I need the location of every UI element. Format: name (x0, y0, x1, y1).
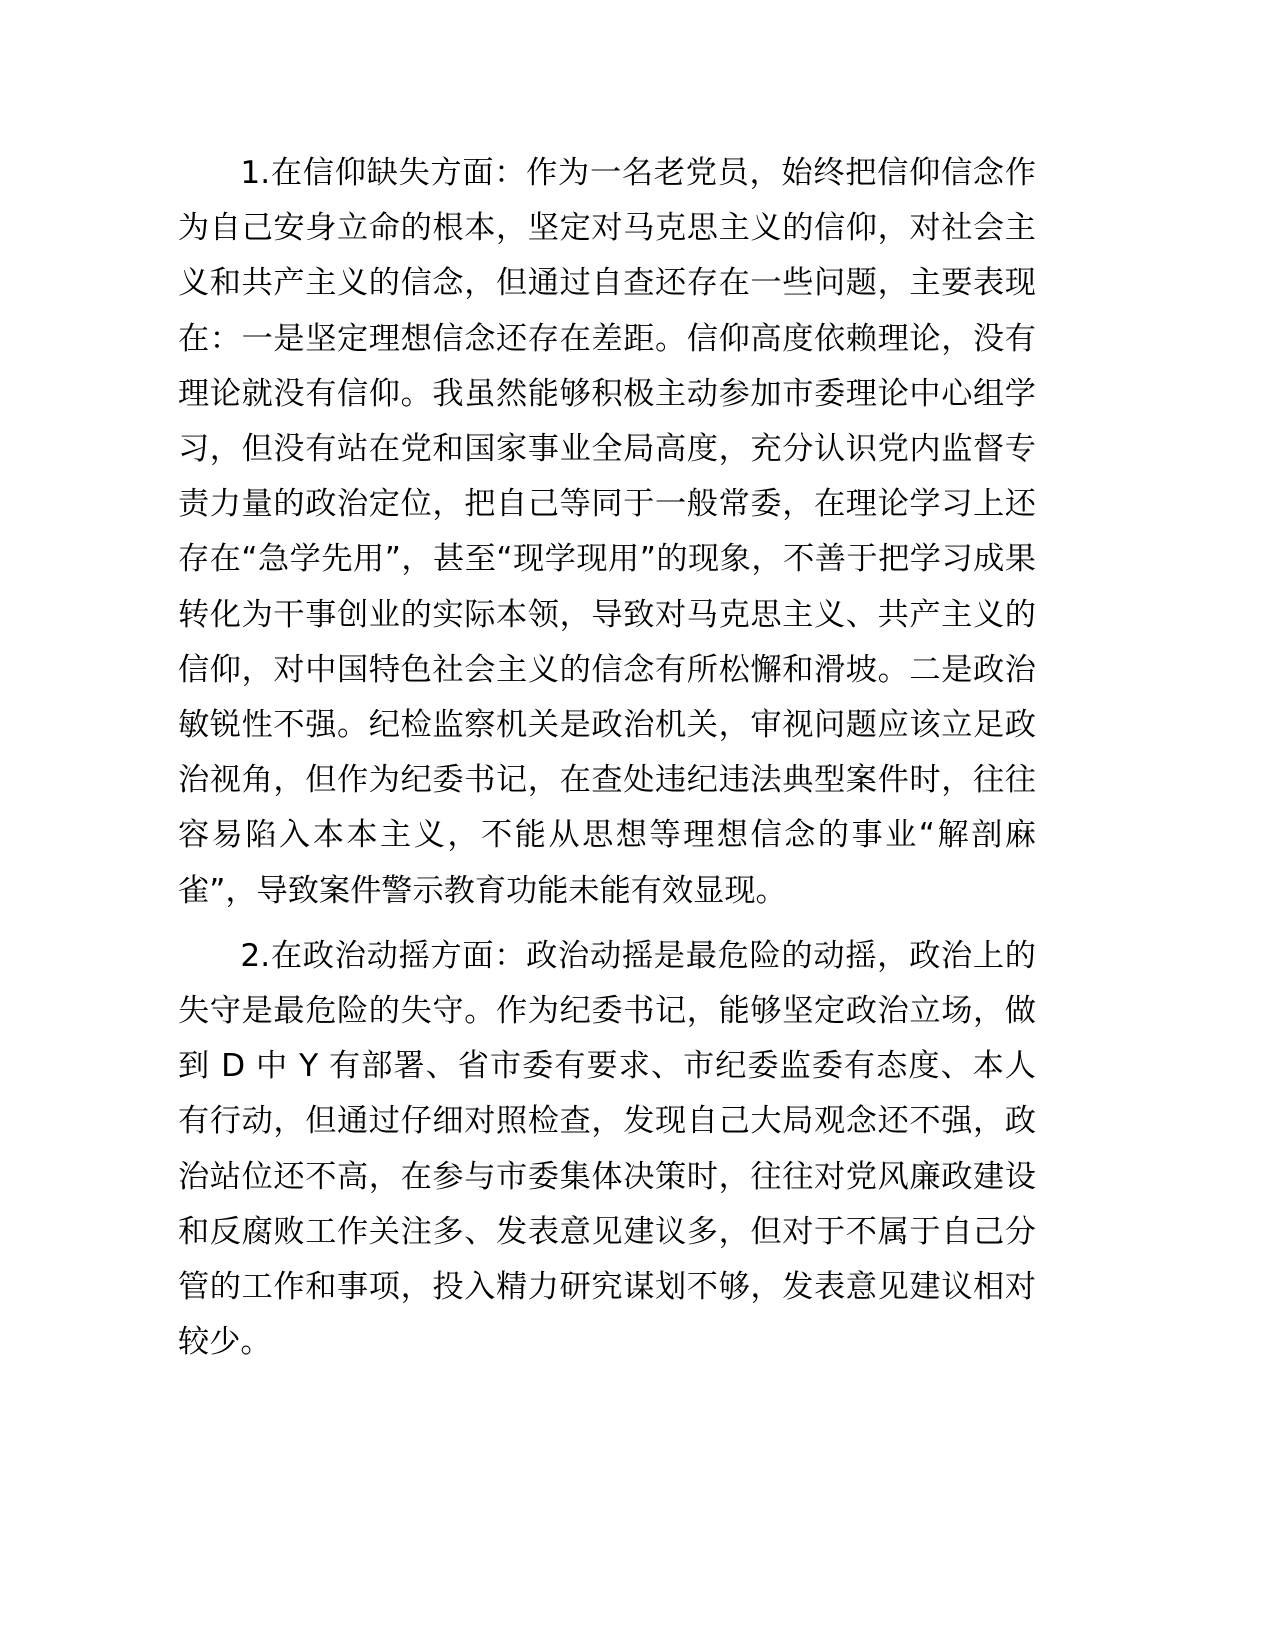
document-page (178, 146, 1036, 1370)
paragraph-politics: 2.在政治动摇方面：政治动摇是最危险的动摇，政治上的失守是最危险的失守。作为纪委书记，能够坚定政治立场，做到 D 中 Y 有部署、省市委有要求、市纪委监委有态度、本人有行动，但通过仔细对照检查，发现自己大局观念还不强，政治站位还不高，在参与市委集体决策时，往往对党风廉政建设和反腐败工作关注多、发表意见建议多，但对于不属于自己分管的工作和事项，投入精力研究谋划不够，发表意见建议相对较少。 (178, 937, 1036, 1361)
paragraph-belief: 1.在信仰缺失方面：作为一名老党员，始终把信仰信念作为自己安身立命的根本，坚定对马克思主义的信仰，对社会主义和共产主义的信念，但通过自查还存在一些问题，主要表现在：一是坚定理想信念还存在差距。信仰高度依赖理论，没有理论就没有信仰。我虽然能够积极主动参加市委理论中心组学习，但没有站在党和国家事业全局高度，充分认识党内监督专责力量的政治定位，把自己等同于一般常委，在理论学习上还存在“急学先用”，甚至“现学现用”的现象，不善于把学习成果转化为干事创业的实际本领，导致对马克思主义、共产主义的信仰，对中国特色社会主义的信念有所松懈和滑坡。二是政治敏锐性不强。纪检监察机关是政治机关，审视问题应该立足政治视角，但作为纪委书记，在查处违纪违法典型案件时，往往容易陷入本本主义，不能从思想等理想信念的事业“解剖麻雀”，导致案件警示教育功能未能有效显现。 (178, 155, 1036, 909)
